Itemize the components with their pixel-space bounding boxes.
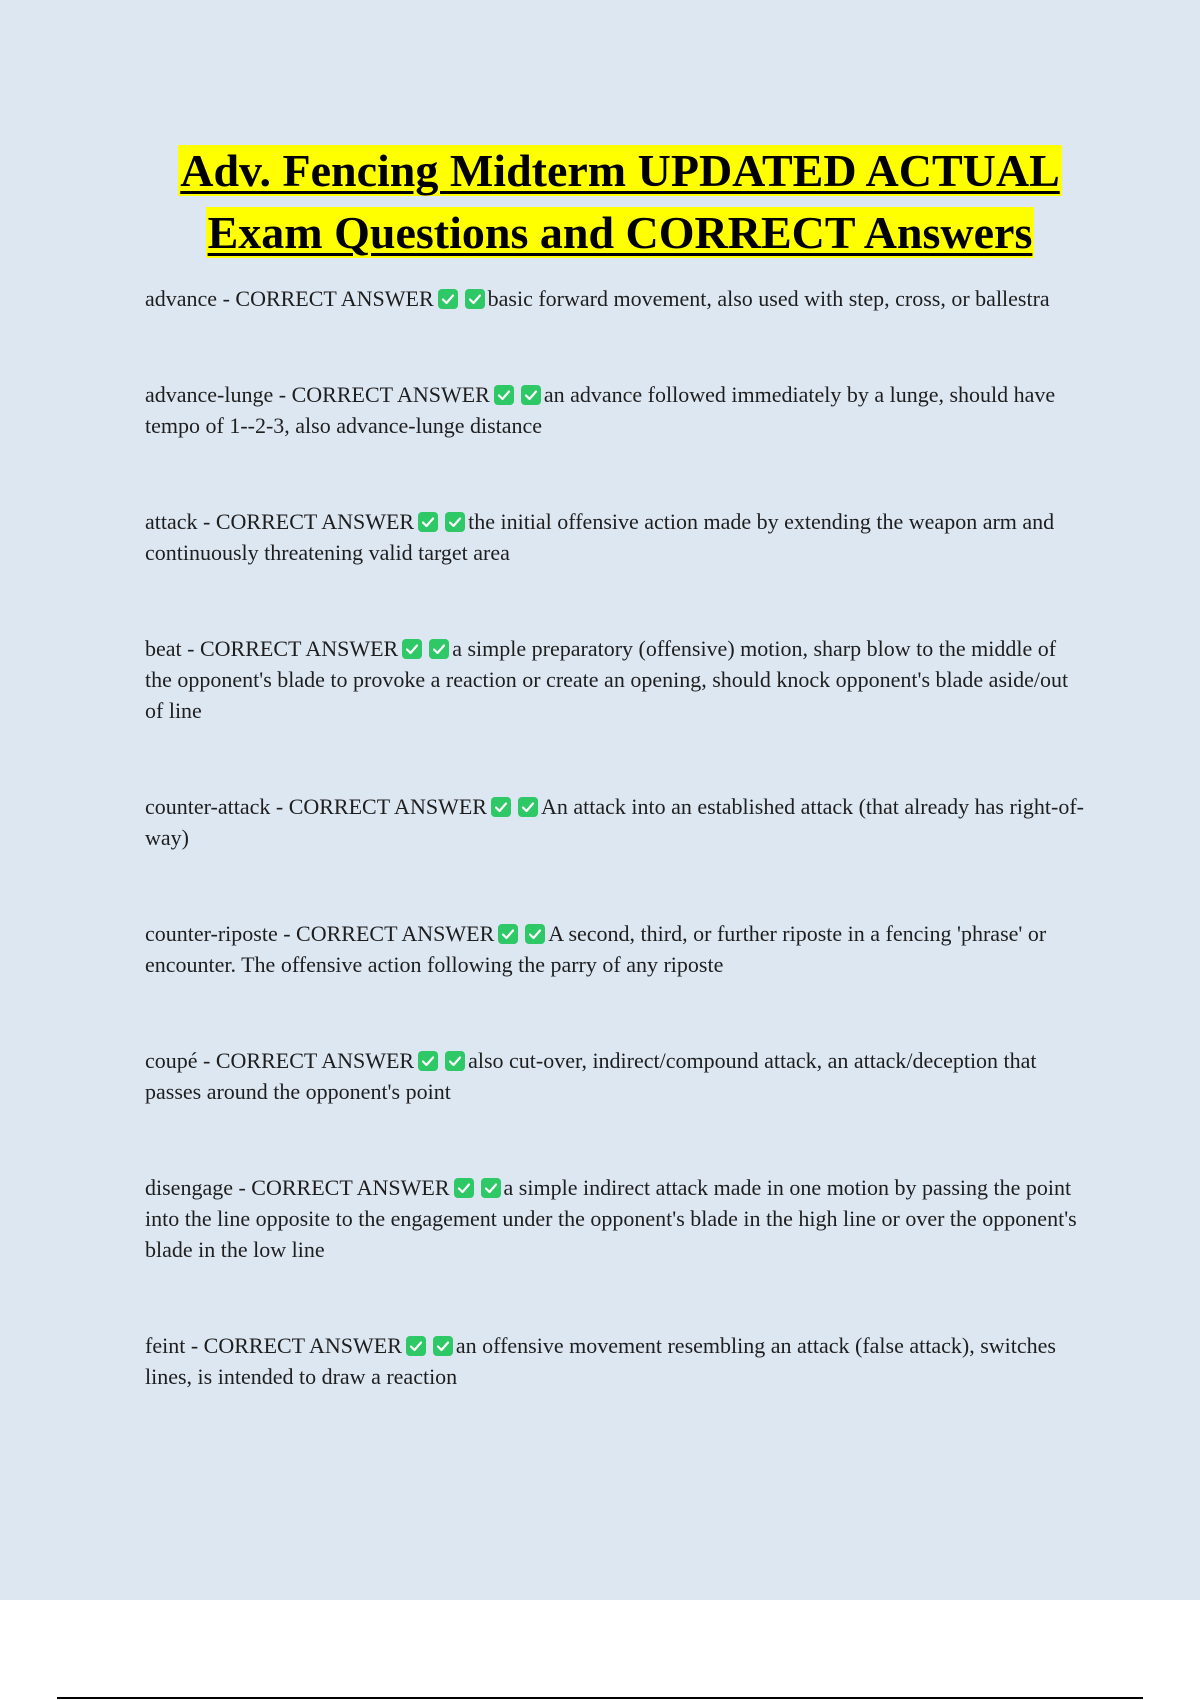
check-box-icon	[481, 1178, 501, 1198]
flashcard-list	[145, 283, 1085, 1392]
check-box-icon	[498, 924, 518, 944]
entry-term: beat	[145, 636, 182, 661]
entry-answer-label: - CORRECT ANSWER	[197, 509, 415, 534]
entry-answer-label: - CORRECT ANSWER	[217, 286, 434, 311]
check-box-icon	[438, 289, 458, 309]
check-box-icon	[491, 797, 511, 817]
flashcard-entry	[145, 791, 1085, 853]
entry-definition: a simple indirect attack made in one motion by passing the point into the line opposite to the engagement under the opponent's blade in the high line or over the opponent's blade in the low line	[145, 1175, 1077, 1262]
check-box-icon	[445, 1051, 465, 1071]
check-box-icon	[418, 1051, 438, 1071]
entry-term: attack	[145, 509, 198, 534]
flashcard-entry	[145, 1330, 1085, 1392]
entry-definition: the initial offensive action made by extending the weapon arm and continuously threatening valid target area	[145, 509, 1055, 565]
entry-answer-label: - CORRECT ANSWER	[270, 794, 487, 819]
entry-definition: a simple preparatory (offensive) motion, sharp blow to the middle of the opponent's blade to provoke a reaction or create an opening, should knock opponent's blade aside/out of line	[145, 636, 1069, 723]
check-box-icon	[454, 1178, 474, 1198]
flashcard-entry	[145, 633, 1085, 726]
entry-answer-label: - CORRECT ANSWER	[185, 1333, 402, 1358]
check-box-icon	[494, 385, 514, 405]
document-title	[100, 140, 1140, 264]
check-box-icon	[518, 797, 538, 817]
check-box-icon	[418, 512, 438, 532]
entry-answer-label: - CORRECT ANSWER	[181, 636, 399, 661]
document-title-line-1: Adv. Fencing Midterm UPDATED ACTUAL	[180, 145, 1060, 196]
entry-answer-label: - CORRECT ANSWER	[273, 382, 490, 407]
entry-term: counter-attack	[145, 794, 271, 819]
entry-term: feint	[145, 1333, 186, 1358]
check-box-icon	[465, 289, 485, 309]
check-box-icon	[445, 512, 465, 532]
check-box-icon	[525, 924, 545, 944]
entry-definition: An attack into an established attack (that already has right-of-way)	[145, 794, 1085, 850]
check-box-icon	[406, 1336, 426, 1356]
entry-answer-label: - CORRECT ANSWER	[277, 921, 495, 946]
entry-definition: A second, third, or further riposte in a fencing 'phrase' or encounter. The offensive action following the parry of any riposte	[145, 921, 1047, 977]
flashcard-entry	[145, 506, 1085, 568]
document-title-line-2: Exam Questions and CORRECT Answers	[207, 207, 1033, 258]
flashcard-entry	[145, 1172, 1085, 1265]
entry-term: advance-lunge	[145, 382, 274, 407]
check-box-icon	[402, 639, 422, 659]
entry-term: advance	[145, 286, 218, 311]
flashcard-entry	[145, 283, 1085, 314]
flashcard-entry	[145, 1045, 1085, 1107]
flashcard-entry	[145, 918, 1085, 980]
entry-definition: also cut-over, indirect/compound attack, an attack/deception that passes around the opponent's point	[145, 1048, 1037, 1104]
entry-answer-label: - CORRECT ANSWER	[232, 1175, 450, 1200]
footer-rule	[57, 1697, 1143, 1699]
check-box-icon	[521, 385, 541, 405]
entry-definition: an offensive movement resembling an attack (false attack), switches lines, is intended to draw a reaction	[145, 1333, 1056, 1389]
entry-definition: basic forward movement, also used with step, cross, or ballestra	[487, 286, 1050, 311]
check-box-icon	[429, 639, 449, 659]
check-box-icon	[433, 1336, 453, 1356]
entry-answer-label: - CORRECT ANSWER	[197, 1048, 415, 1073]
entry-term: counter-riposte	[145, 921, 278, 946]
entry-term: disengage	[145, 1175, 233, 1200]
flashcard-entry	[145, 379, 1085, 441]
entry-definition: an advance followed immediately by a lunge, should have tempo of 1--2-3, also advance-lunge distance	[145, 382, 1056, 438]
entry-term: coupé	[145, 1048, 198, 1073]
